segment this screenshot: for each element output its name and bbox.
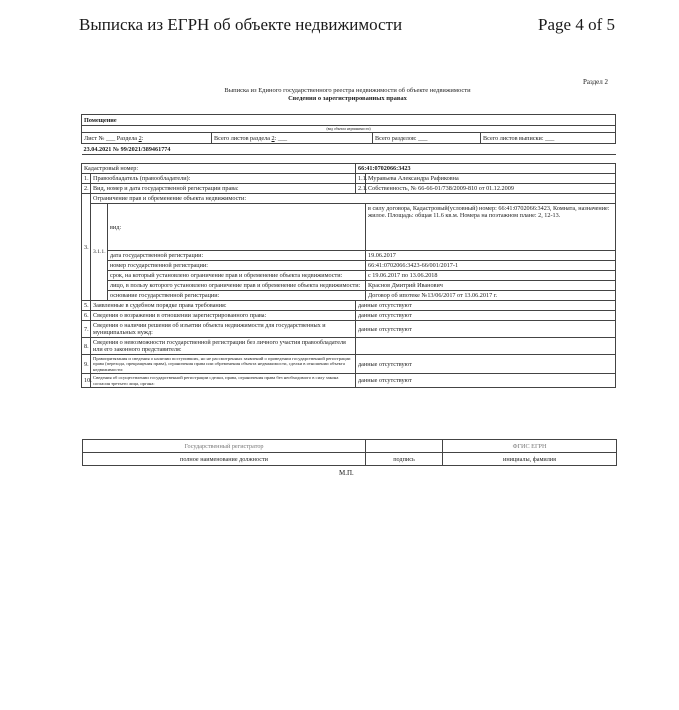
- position-label: полное наименование должности: [83, 453, 366, 466]
- sheet-cell: Лист № ___ Раздела 2:: [82, 133, 212, 144]
- page-number: Page 4 of 5: [538, 15, 615, 34]
- cadastral-label: Кадастровый номер:: [82, 164, 356, 174]
- table-row: [82, 174, 616, 184]
- row-number: 1.: [82, 174, 91, 184]
- term-label: срок, на который установлено ограничение прав и обременение объекта недвижимости:: [108, 271, 366, 281]
- row-subnumber: 1.1.: [356, 174, 366, 184]
- row-subnumber: 2.1.: [356, 184, 366, 194]
- caption-line-2: Сведения о зарегистрированных правах: [288, 95, 407, 102]
- row-value: данные отсутствуют: [356, 311, 616, 321]
- total-sheets-section-cell: Всего листов раздела 2: ___: [212, 133, 373, 144]
- page-header-title: Выписка из ЕГРН об объекте недвижимости: [79, 15, 403, 34]
- beneficiary-value: Краснов Дмитрий Иванович: [366, 281, 616, 291]
- table-row: [82, 291, 616, 301]
- row-number: 7.: [82, 321, 91, 338]
- section-value: 2: [138, 134, 142, 142]
- table-row: [82, 321, 616, 338]
- table-row: [82, 311, 616, 321]
- row-number: 3.: [82, 194, 91, 301]
- row-label: Сведения о возражении в отношении зарегистрированного права:: [91, 311, 356, 321]
- sheet-label: Лист №: [84, 134, 105, 142]
- total-sheets-cell: Всего листов выписки: ___: [481, 133, 616, 144]
- row-value: данные отсутствуют: [356, 355, 616, 374]
- table-row: [82, 338, 616, 355]
- beneficiary-label: лицо, в пользу которого установлено ограничение прав и обременение объекта недвижимости:: [108, 281, 366, 291]
- table-row: [82, 355, 616, 374]
- basis-value: Договор об ипотеке №13/06/2017 от 13.06.2017 г.: [366, 291, 616, 301]
- object-type: Помещение: [82, 115, 616, 126]
- reg-number-value: 66:41:0702066:3423-66/001/2017-1: [366, 261, 616, 271]
- initials-label: инициалы, фамилия: [443, 453, 617, 466]
- basis-label: основание государственной регистрации:: [108, 291, 366, 301]
- signature-label: подпись: [366, 453, 443, 466]
- row-value: Муравьева Александра Рафиковна: [366, 174, 616, 184]
- object-type-hint: (вид объекта недвижимости): [82, 126, 616, 133]
- stamp-place: М.П.: [339, 469, 354, 477]
- table-row: [82, 164, 616, 174]
- row-value: Собственность, № 66-66-01/738/2009-810 от 01.12.2009: [366, 184, 616, 194]
- row-label: Правообладатель (правообладатели):: [91, 174, 356, 184]
- row-number: 10.: [82, 374, 91, 388]
- row-value: данные отсутствуют: [356, 301, 616, 311]
- row-number: 6.: [82, 311, 91, 321]
- reg-date-value: 19.06.2017: [366, 251, 616, 261]
- reg-date-label: дата государственной регистрации:: [108, 251, 366, 261]
- encumbrance-kind-value: в силу договора, Кадастровый(условный) номер: 66:41:0702066:3423, Комната, назначение: жилое. Площадь: общая 11.6 кв.м. Номера на поэтажном плане: 2, 12-13.: [366, 204, 616, 251]
- signature-table: [82, 439, 617, 466]
- table-row: [82, 251, 616, 261]
- row-label: Сведения об осуществлении государственной регистрации сделки, права, ограничения права без необходимого в силу закона согласия третьего лица, органа:: [91, 374, 356, 388]
- row-label: Заявленные в судебном порядке права требования:: [91, 301, 356, 311]
- table-row: [82, 204, 616, 251]
- row-number: 5.: [82, 301, 91, 311]
- date-and-number: 23.04.2021 № 99/2021/389461774: [82, 144, 373, 155]
- cadastral-value: 66:41:0702066:3423: [356, 164, 616, 174]
- table-row: [82, 184, 616, 194]
- document-caption: [80, 87, 615, 103]
- row-label: Сведения о невозможности государственной регистрации без личного участия правообладателя или его законного представителя:: [91, 338, 356, 355]
- table-row: [82, 281, 616, 291]
- total-sections-cell: Всего разделов: ___: [373, 133, 481, 144]
- row-number: 9.: [82, 355, 91, 374]
- row-value: [356, 338, 616, 355]
- caption-line-1: Выписка из Единого государственного реестра недвижимости об объекте недвижимости: [224, 87, 471, 94]
- row-label: Ограничение прав и обременение объекта недвижимости:: [91, 194, 616, 204]
- row-value: данные отсутствуют: [356, 321, 616, 338]
- table-row: [82, 261, 616, 271]
- section-number: Раздел 2: [582, 78, 608, 86]
- term-value: с 19.06.2017 по 13.06.2018: [366, 271, 616, 281]
- section-label: Раздела: [116, 134, 138, 142]
- table-row: [82, 374, 616, 388]
- row-value: данные отсутствуют: [356, 374, 616, 388]
- row-subnumber: 3.1.1.: [91, 204, 108, 301]
- total-sheets-section-value: 2: [271, 134, 275, 142]
- registrar-org: ФГИС ЕГРН: [443, 440, 617, 453]
- meta-table: [81, 114, 616, 155]
- row-number: 2.: [82, 184, 91, 194]
- total-sheets-label: Всего листов выписки:: [483, 134, 544, 142]
- row-label: Вид, номер и дата государственной регистрации права:: [91, 184, 356, 194]
- table-row: [82, 194, 616, 204]
- table-row: [82, 271, 616, 281]
- row-number: 8.: [82, 338, 91, 355]
- encumbrance-kind-label: вид:: [108, 204, 366, 251]
- total-sheets-section-label: Всего листов раздела: [214, 134, 270, 142]
- table-row: [82, 301, 616, 311]
- row-label: Сведения о наличии решения об изъятии объекта недвижимости для государственных и муниципальных нужд:: [91, 321, 356, 338]
- reg-number-label: номер государственной регистрации:: [108, 261, 366, 271]
- rights-table: [81, 163, 616, 388]
- registrar-title: Государственный регистратор: [83, 440, 366, 453]
- row-label: Правопритязания и сведения о наличии поступивших, но не рассмотренных заявлений о проведении государственной регистрации права (перехода, прекращения права), ограничения права или обременения объекта недвижимости, сделки в отношении объекта недвижимости:: [91, 355, 356, 374]
- total-sections-label: Всего разделов:: [375, 134, 417, 142]
